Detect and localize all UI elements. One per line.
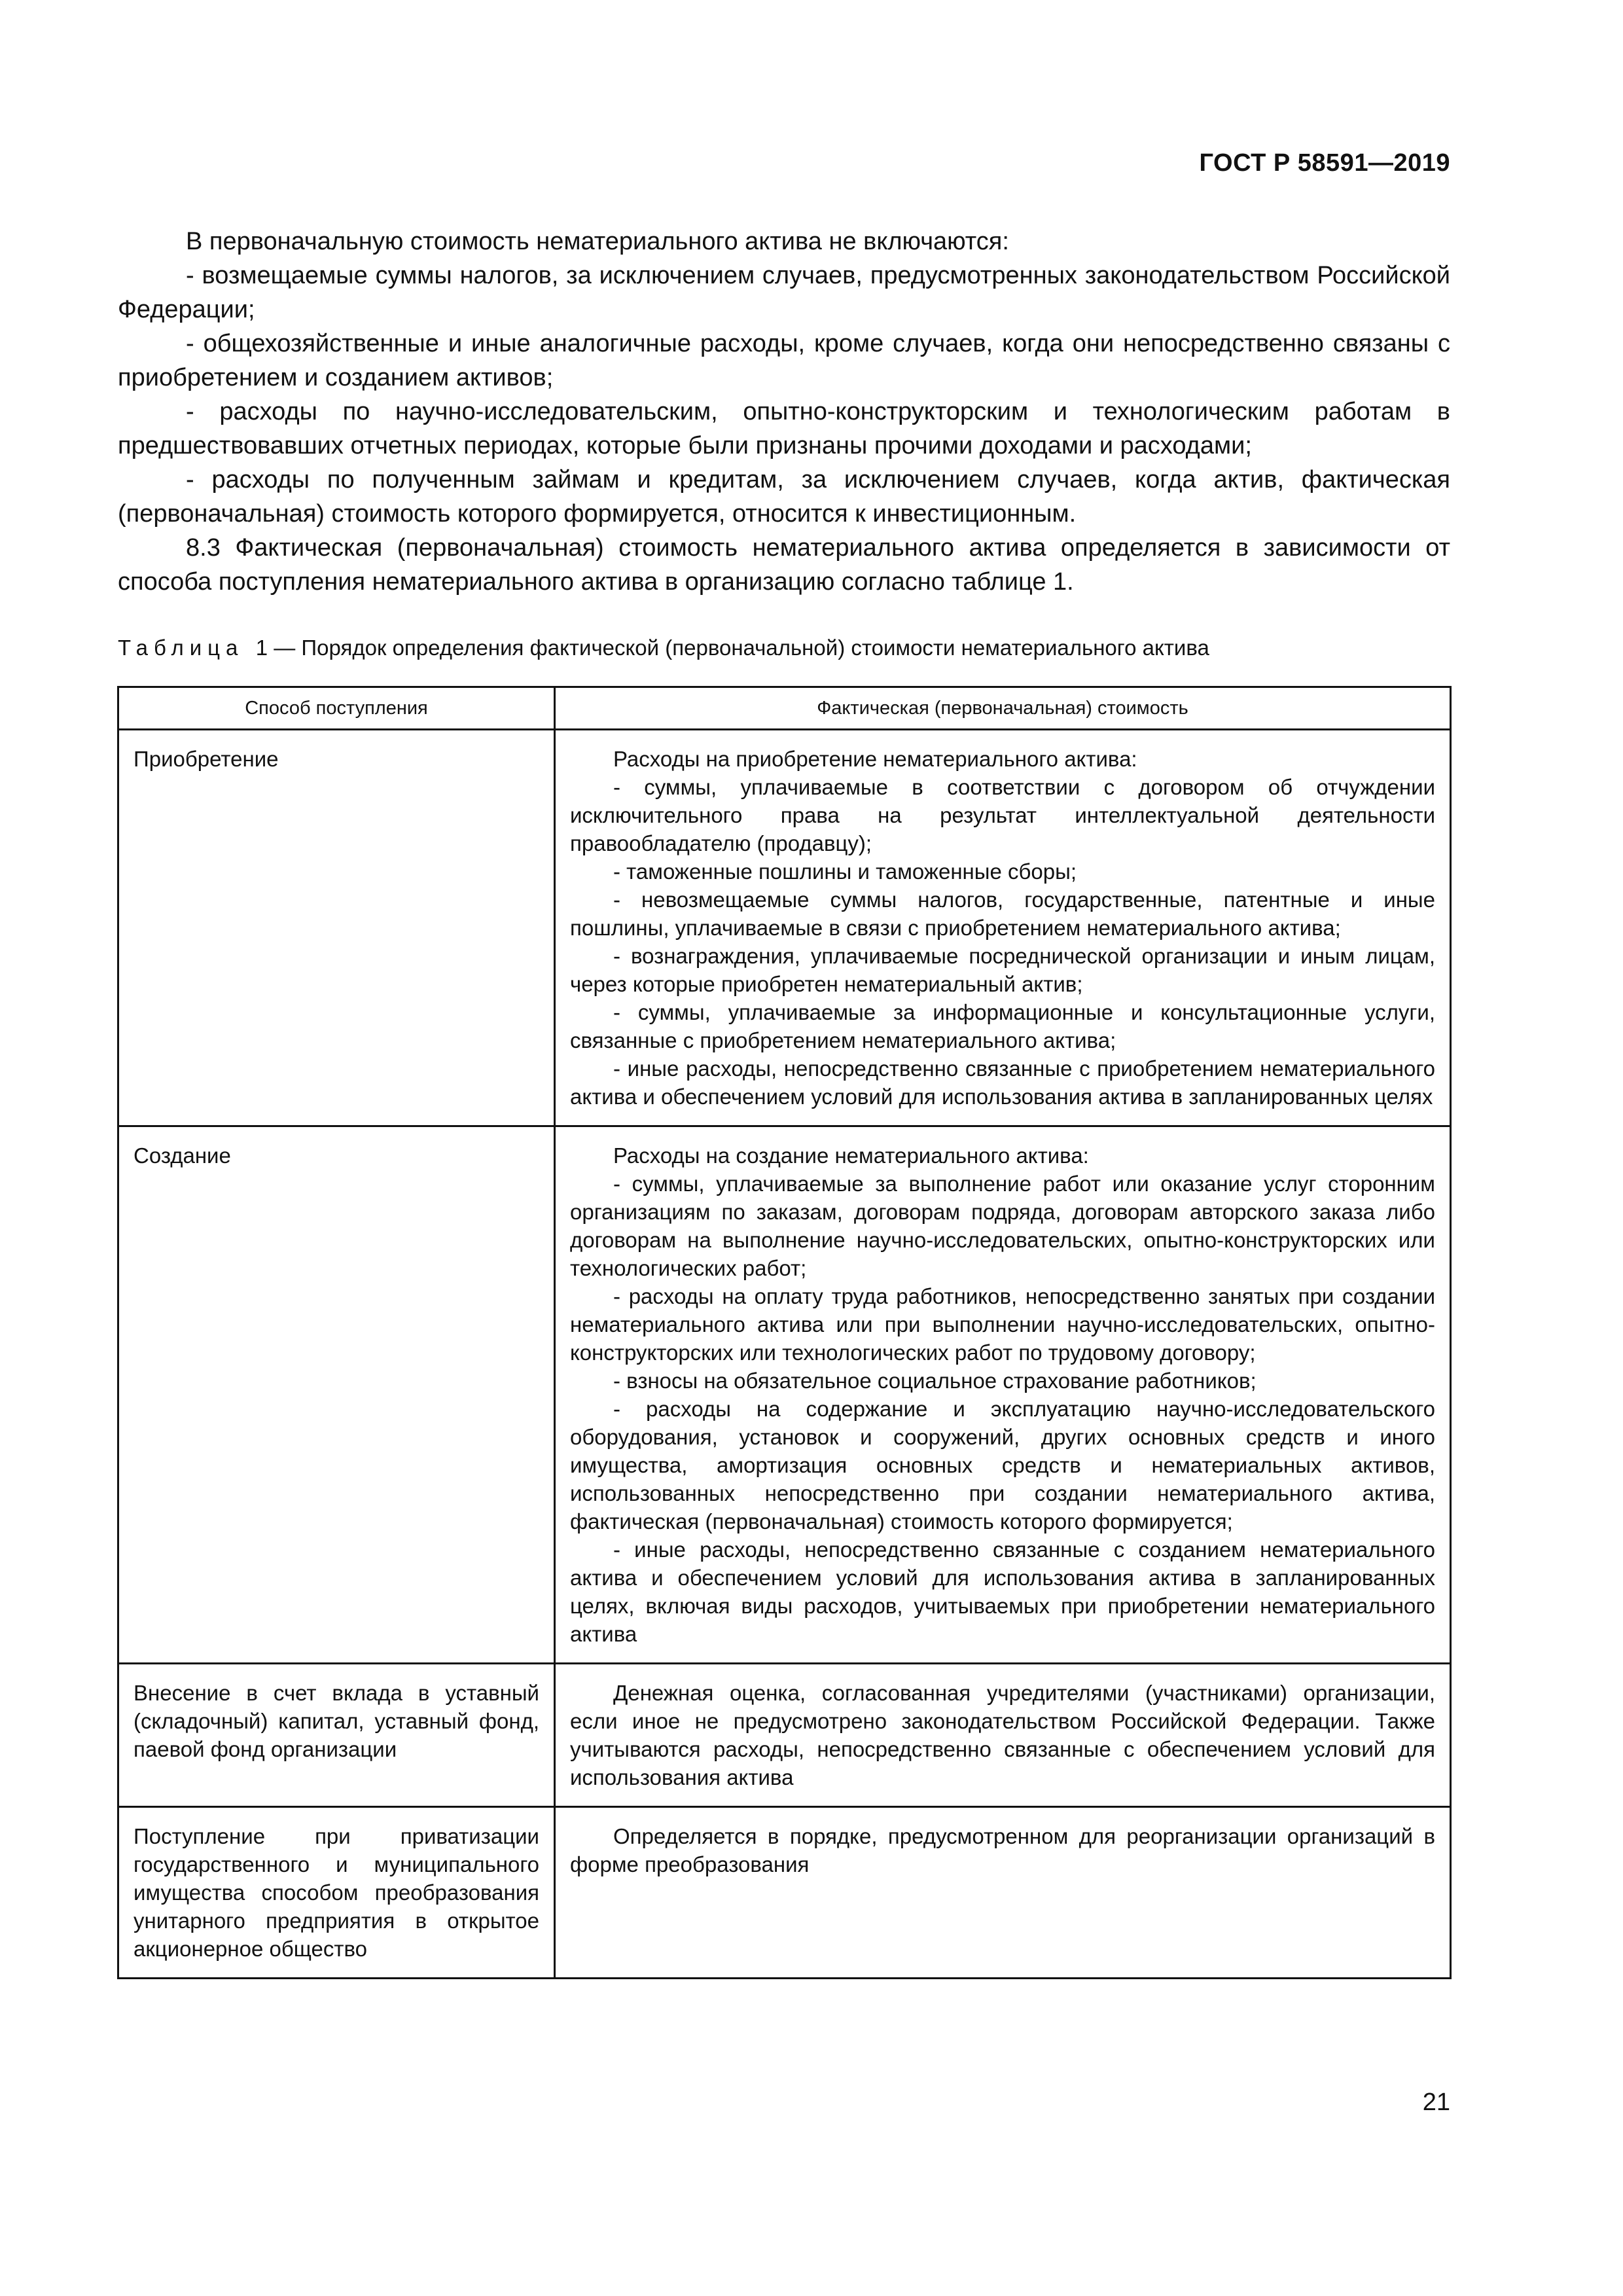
cost-table: [117, 686, 1452, 1979]
cost-line: - иные расходы, непосредственно связанные с приобретением нематериального актива и обеспечением условий для использования актива в запланированных целях: [570, 1056, 1435, 1109]
cost-line: Расходы на приобретение нематериального актива:: [613, 747, 1137, 771]
paragraph: В первоначальную стоимость нематериального актива не включаются:: [186, 228, 1009, 255]
cost-line: - суммы, уплачиваемые за информационные и консультационные услуги, связанные с приобретением нематериального актива;: [570, 1000, 1435, 1052]
cost-line: - суммы, уплачиваемые за выполнение работ или оказание услуг сторонним организациям по заказам, договорам подряда, договорам авторского заказа либо договорам на выполнение научно-исследовательских, опытно-конструкторских или технологических работ;: [570, 1172, 1435, 1280]
method-cell: Приобретение: [118, 730, 555, 1126]
paragraph: - общехозяйственные и иные аналогичные расходы, кроме случаев, когда они непосредственно связаны с приобретением и созданием активов;: [118, 330, 1450, 391]
standard-code: ГОСТ Р 58591—2019: [1199, 149, 1450, 177]
cost-line: - суммы, уплачиваемые в соответствии с договором об отчуждении исключительного права на результат интеллектуальной деятельности правообладателю (продавцу);: [570, 775, 1435, 855]
table-header-row: [118, 687, 1451, 730]
cost-line: - взносы на обязательное социальное страхование работников;: [613, 1369, 1257, 1393]
cost-cell: [555, 1126, 1451, 1664]
table-caption-label: Таблица: [118, 636, 244, 660]
page-number: 21: [1422, 2089, 1450, 2116]
cost-line: - иные расходы, непосредственно связанные с созданием нематериального актива и обеспечением условий для использования актива в запланированных целях, включая виды расходов, учитываемых при приобретении нематериального актива: [570, 1537, 1435, 1646]
cost-cell: [555, 1807, 1451, 1979]
body-text: [118, 224, 1450, 599]
paragraph: - расходы по полученным займам и кредитам, за исключением случаев, когда актив, фактическая (первоначальная) стоимость которого формируется, относится к инвестиционным.: [118, 466, 1450, 528]
cost-line: Расходы на создание нематериального актива:: [613, 1143, 1089, 1168]
cost-cell: [555, 1664, 1451, 1807]
method-cell: Поступление при приватизации государственного и муниципального имущества способом преобразования унитарного предприятия в открытое акционерное общество: [118, 1807, 555, 1979]
paragraph: - расходы по научно-исследовательским, опытно-конструкторским и технологическим работам в предшествовавших отчетных периодах, которые были признаны прочими доходами и расходами;: [118, 398, 1450, 459]
table-row: [118, 1126, 1451, 1664]
method-cell: Внесение в счет вклада в уставный (складочный) капитал, уставный фонд, паевой фонд организации: [118, 1664, 555, 1807]
cost-cell: [555, 730, 1451, 1126]
paragraph: 8.3 Фактическая (первоначальная) стоимость нематериального актива определяется в зависимости от способа поступления нематериального актива в организацию согласно таблице 1.: [118, 534, 1450, 596]
cost-line: - вознаграждения, уплачиваемые посреднической организации и иным лицам, через которые приобретен нематериальный актив;: [570, 944, 1435, 996]
cost-line: Определяется в порядке, предусмотренном для реорганизации организаций в форме преобразования: [570, 1824, 1435, 1876]
table-row: [118, 730, 1451, 1126]
table-row: [118, 1807, 1451, 1979]
table-caption-text: 1 — Порядок определения фактической (первоначальной) стоимости нематериального актива: [255, 636, 1209, 660]
paragraph: - возмещаемые суммы налогов, за исключением случаев, предусмотренных законодательством Российской Федерации;: [118, 262, 1450, 323]
cost-line: - невозмещаемые суммы налогов, государственные, патентные и иные пошлины, уплачиваемые в связи с приобретением нематериального актива;: [570, 888, 1435, 940]
table-caption: [118, 634, 1209, 662]
method-cell: Создание: [118, 1126, 555, 1664]
cost-line: - расходы на оплату труда работников, непосредственно занятых при создании нематериального актива или при выполнении научно-исследовательских, опытно-конструкторских или технологических работ по трудовому договору;: [570, 1284, 1435, 1365]
cost-line: - таможенные пошлины и таможенные сборы;: [613, 859, 1077, 884]
header-cost: Фактическая (первоначальная) стоимость: [555, 687, 1451, 730]
header-method: Способ поступления: [118, 687, 555, 730]
cost-line: Денежная оценка, согласованная учредителями (участниками) организации, если иное не предусмотрено законодательством Российской Федерации. Также учитываются расходы, непосредственно связанные с обеспечением условий для использования актива: [570, 1681, 1435, 1789]
cost-line: - расходы на содержание и эксплуатацию научно-исследовательского оборудования, установок и сооружений, других основных средств и иного имущества, амортизация основных средств и нематериальных активов, использованных непосредственно при создании нематериального актива, фактическая (первоначальная) стоимость которого формируется;: [570, 1397, 1435, 1534]
table-row: [118, 1664, 1451, 1807]
